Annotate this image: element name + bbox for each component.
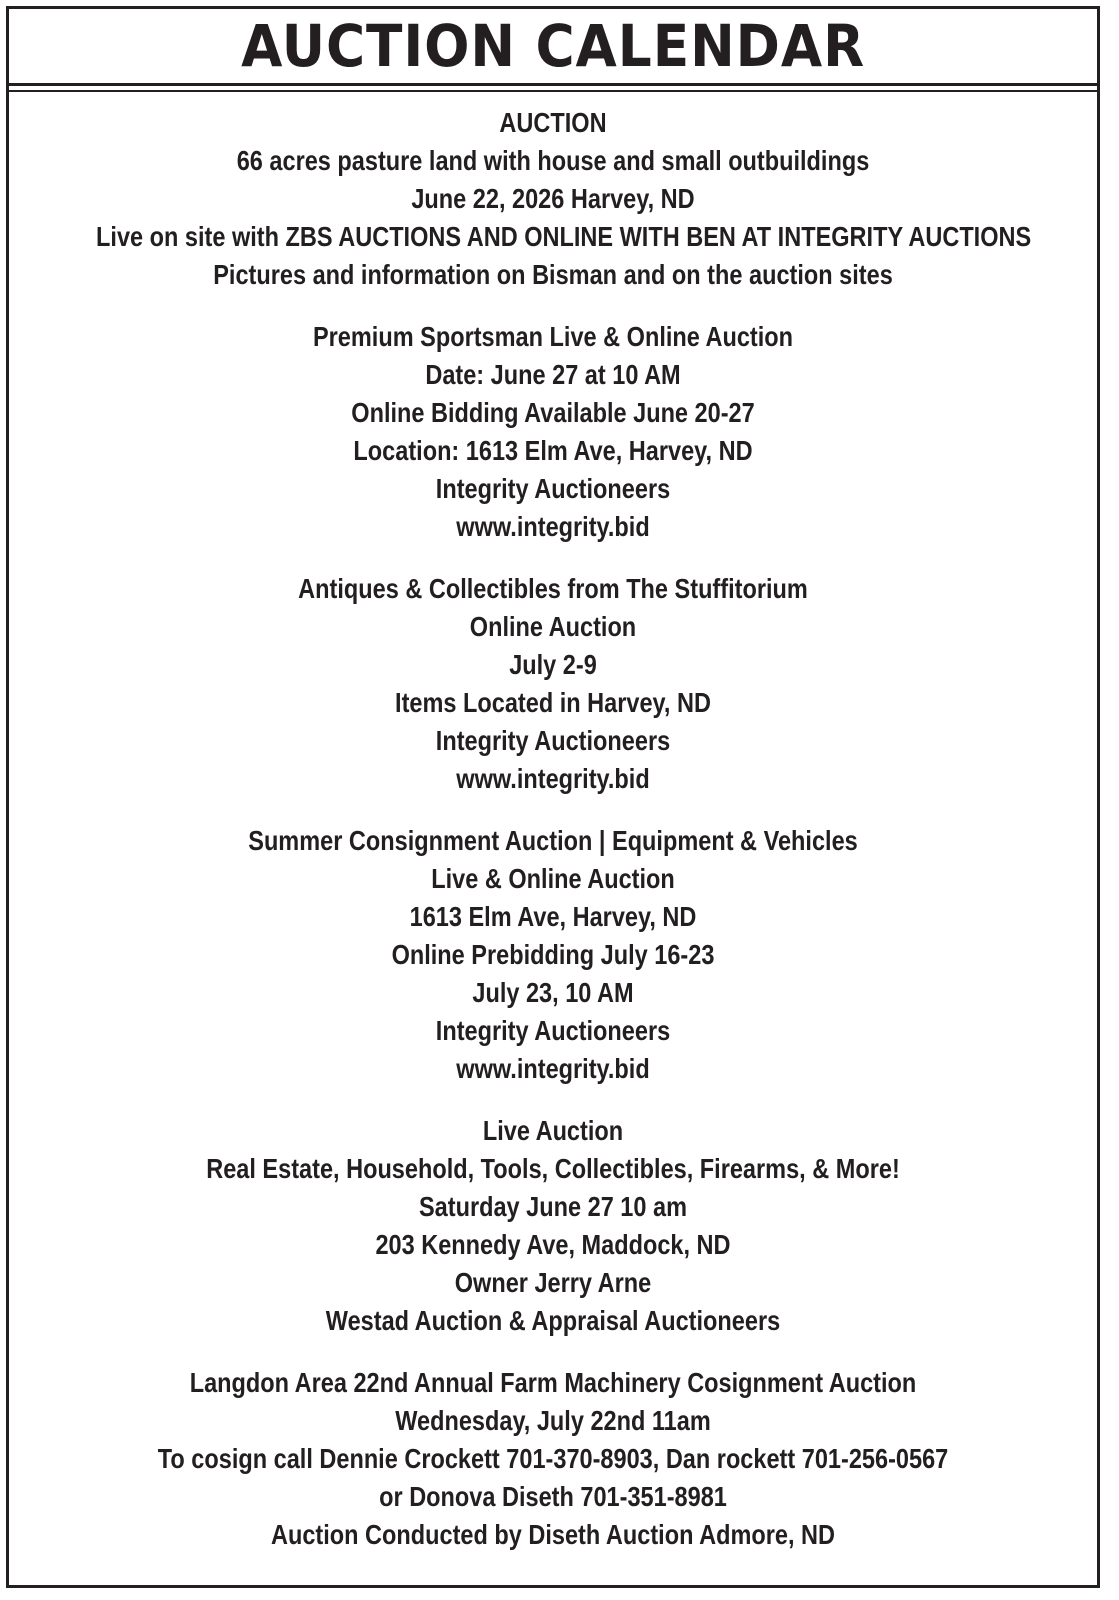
listing-heading: Live Auction <box>482 1115 624 1146</box>
listing-heading: Summer Consignment Auction | Equipment & Vehicles <box>248 825 858 856</box>
listing-heading: AUCTION <box>499 107 607 138</box>
listing-line: Owner Jerry Arne <box>454 1267 652 1298</box>
listing-line: Pictures and information on Bisman and on the auction sites <box>213 259 893 290</box>
listing-line: Integrity Auctioneers <box>435 725 671 756</box>
listing-line: Integrity Auctioneers <box>435 1015 671 1046</box>
listing-line: June 22, 2026 Harvey, ND <box>411 183 695 214</box>
listing-line: 203 Kennedy Ave, Maddock, ND <box>375 1229 731 1260</box>
listing-line: Wednesday, July 22nd 11am <box>395 1405 711 1436</box>
header-rule-top <box>9 83 1097 86</box>
listing-line: Online Bidding Available June 20-27 <box>351 397 755 428</box>
listing-line: Real Estate, Household, Tools, Collectibles, Firearms, & More! <box>206 1153 900 1184</box>
masthead <box>9 9 1097 83</box>
page-title: AUCTION CALENDAR <box>241 12 865 80</box>
auction-calendar-page <box>6 6 1100 1588</box>
listing-langdon-farm-machinery <box>9 1364 1097 1554</box>
listing-website: www.integrity.bid <box>456 511 650 542</box>
listing-line: or Donova Diseth 701-351-8981 <box>379 1481 727 1512</box>
listing-website: www.integrity.bid <box>456 1053 650 1084</box>
listing-line: 66 acres pasture land with house and small outbuildings <box>236 145 870 176</box>
listing-line: Auction Conducted by Diseth Auction Admore, ND <box>270 1519 836 1550</box>
listing-line: Items Located in Harvey, ND <box>395 687 711 718</box>
listings <box>9 92 1097 1554</box>
listing-line: Online Prebidding July 16-23 <box>391 939 715 970</box>
listing-line: Online Auction <box>469 611 637 642</box>
listing-heading: Premium Sportsman Live & Online Auction <box>312 321 794 352</box>
listing-line: To cosign call Dennie Crockett 701-370-8903, Dan rockett 701-256-0567 <box>157 1443 949 1474</box>
listing-summer-consignment <box>9 822 1097 1088</box>
listing-line: July 23, 10 AM <box>472 977 634 1008</box>
listing-line: Live on site with ZBS AUCTIONS AND ONLINE WITH BEN AT INTEGRITY AUCTIONS <box>96 221 1032 252</box>
listing-heading: Antiques & Collectibles from The Stuffitorium <box>298 573 808 604</box>
listing-line: Integrity Auctioneers <box>435 473 671 504</box>
listing-line: Location: 1613 Elm Ave, Harvey, ND <box>353 435 753 466</box>
listing-premium-sportsman <box>9 318 1097 546</box>
listing-maddock-live-auction <box>9 1112 1097 1340</box>
listing-line: Date: June 27 at 10 AM <box>425 359 681 390</box>
listing-harvey-pasture-land <box>9 104 1097 294</box>
listing-website: www.integrity.bid <box>456 763 650 794</box>
listing-line: 1613 Elm Ave, Harvey, ND <box>409 901 697 932</box>
listing-antiques-collectibles <box>9 570 1097 798</box>
listing-heading: Langdon Area 22nd Annual Farm Machinery Cosignment Auction <box>189 1367 917 1398</box>
listing-line: July 2-9 <box>509 649 597 680</box>
listing-line: Saturday June 27 10 am <box>418 1191 687 1222</box>
listing-line: Westad Auction & Appraisal Auctioneers <box>325 1305 781 1336</box>
listing-line: Live & Online Auction <box>431 863 675 894</box>
